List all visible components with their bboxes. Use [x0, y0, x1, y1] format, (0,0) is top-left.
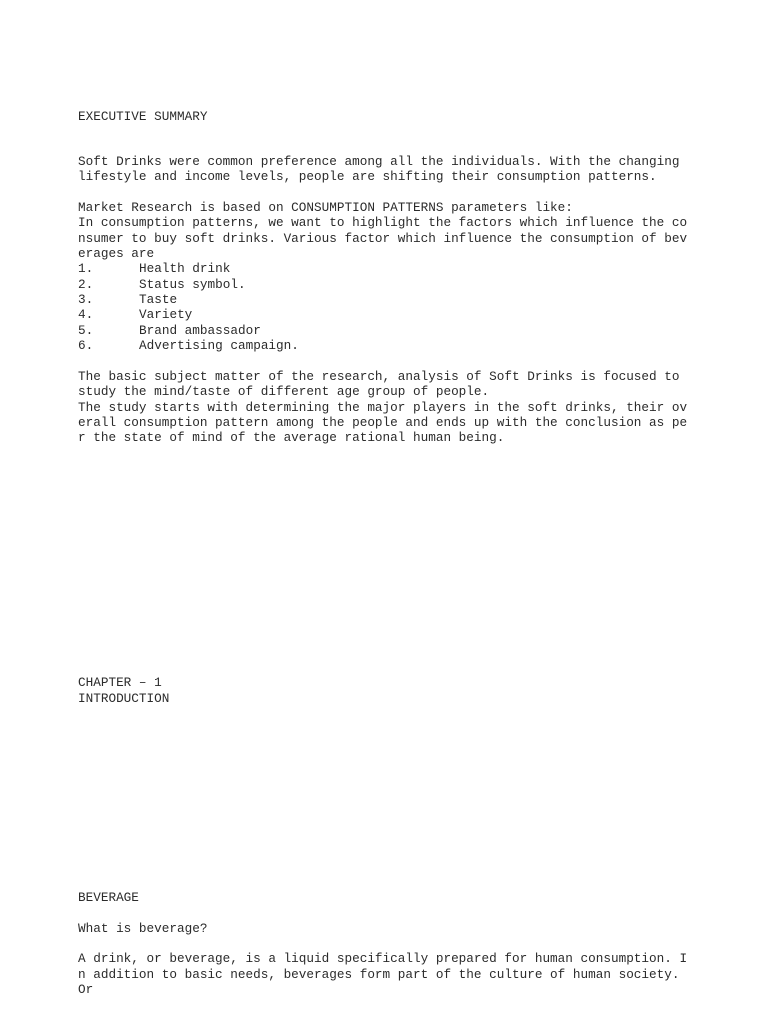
factor-list-item — [78, 292, 177, 307]
factor-text: Status symbol. — [139, 277, 246, 292]
factor-list-item — [78, 338, 299, 353]
summary-para3-line4: erall consumption pattern among the people and ends up with the conclusion as pe — [78, 415, 688, 430]
factor-text: Health drink — [139, 261, 231, 276]
factor-number: 2. — [78, 277, 94, 292]
chapter-number: CHAPTER – 1 — [78, 675, 162, 690]
summary-para3-line3: The study starts with determining the major players in the soft drinks, their ov — [78, 400, 688, 415]
summary-para2-line4: erages are — [78, 246, 155, 261]
summary-para3-line1: The basic subject matter of the research, analysis of Soft Drinks is focused to — [78, 369, 680, 384]
factor-list-item — [78, 323, 261, 338]
summary-para3-line2: study the mind/taste of different age group of people. — [78, 384, 490, 399]
factor-text: Advertising campaign. — [139, 338, 299, 353]
factor-number: 4. — [78, 307, 94, 322]
factor-number: 5. — [78, 323, 94, 338]
beverage-heading: BEVERAGE — [78, 890, 139, 905]
beverage-question: What is beverage? — [78, 921, 208, 936]
summary-para2-line2: In consumption patterns, we want to highlight the factors which influence the co — [78, 215, 688, 230]
factor-number: 1. — [78, 261, 94, 276]
factor-text: Variety — [139, 307, 193, 322]
factor-list-item — [78, 307, 192, 322]
factor-text: Brand ambassador — [139, 323, 261, 338]
factor-list-item — [78, 277, 246, 292]
beverage-para-line3: Or — [78, 982, 94, 997]
beverage-para-line1: A drink, or beverage, is a liquid specifically prepared for human consumption. I — [78, 951, 688, 966]
beverage-para-line2: n addition to basic needs, beverages form part of the culture of human society. — [78, 967, 680, 982]
summary-para1-line2: lifestyle and income levels, people are shifting their consumption patterns. — [78, 169, 657, 184]
summary-para3-line5: r the state of mind of the average rational human being. — [78, 430, 505, 445]
summary-para1-line1: Soft Drinks were common preference among all the individuals. With the changing — [78, 154, 680, 169]
factor-number: 3. — [78, 292, 94, 307]
chapter-title: INTRODUCTION — [78, 691, 170, 706]
factor-list-item — [78, 261, 230, 276]
factor-text: Taste — [139, 292, 178, 307]
factor-number: 6. — [78, 338, 94, 353]
summary-para2-line1: Market Research is based on CONSUMPTION PATTERNS parameters like: — [78, 200, 573, 215]
summary-para2-line3: nsumer to buy soft drinks. Various factor which influence the consumption of bev — [78, 231, 688, 246]
executive-summary-heading: EXECUTIVE SUMMARY — [78, 109, 208, 124]
